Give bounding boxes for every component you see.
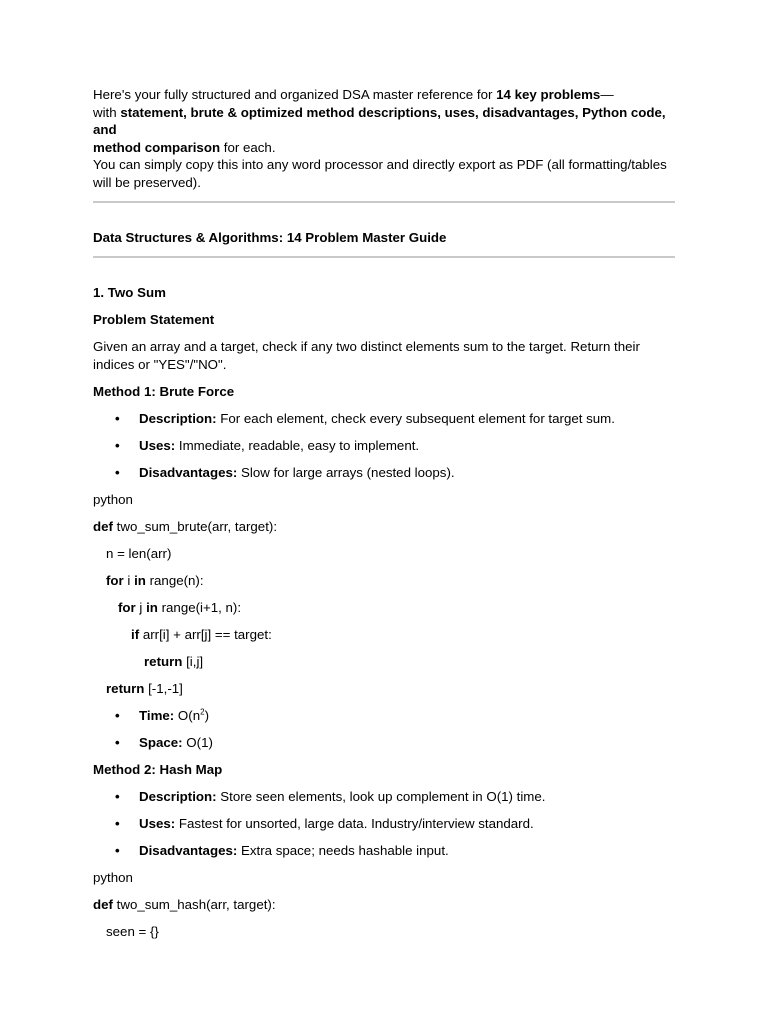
horizontal-rule	[93, 201, 675, 203]
code-line	[93, 923, 675, 940]
code-text: j	[135, 600, 147, 615]
statement-heading: Problem Statement	[93, 312, 215, 327]
intro-bold-text: statement, brute & optimized method descriptions, uses, disadvantages, Python code, and	[93, 104, 666, 137]
bullet-icon: •	[115, 735, 120, 750]
list-item	[93, 842, 675, 859]
code-keyword: return	[106, 681, 145, 696]
code-keyword: in	[146, 600, 158, 615]
code-text: seen = {}	[106, 924, 159, 939]
intro-line	[93, 104, 675, 139]
complexity-item	[93, 734, 675, 751]
code-text: arr[i] + arr[j] == target:	[139, 627, 272, 642]
intro-dash: —	[600, 87, 614, 102]
bullet-label: Disadvantages:	[139, 465, 238, 480]
intro-line	[93, 86, 675, 104]
complexity-text: O(1)	[182, 735, 213, 750]
bullet-text: Store seen elements, look up complement in O(1) time.	[216, 789, 546, 804]
bullet-text: Fastest for unsorted, large data. Industry/interview standard.	[175, 816, 534, 831]
complexity-text: O(n	[174, 708, 201, 723]
bullet-icon: •	[115, 438, 120, 453]
method1-heading: Method 1: Brute Force	[93, 384, 235, 399]
problem-heading: 1. Two Sum	[93, 285, 166, 300]
code-line	[93, 545, 675, 562]
complexity-exponent: 2	[200, 707, 205, 717]
intro-line: You can simply copy this into any word processor and directly export as PDF (all formatting/tables will be preserved).	[93, 157, 667, 190]
code-keyword: for	[106, 573, 124, 588]
intro-text: Here's your fully structured and organized DSA master reference for	[93, 87, 497, 102]
bullet-icon: •	[115, 789, 120, 804]
code-keyword: in	[134, 573, 146, 588]
bullet-icon: •	[115, 843, 120, 858]
code-line	[93, 518, 675, 535]
code-keyword: if	[131, 627, 140, 642]
bullet-text: Immediate, readable, easy to implement.	[175, 438, 420, 453]
code-text: range(i+1, n):	[157, 600, 242, 615]
bullet-text: Slow for large arrays (nested loops).	[237, 465, 455, 480]
intro-paragraph	[93, 86, 675, 191]
complexity-label: Time:	[139, 708, 175, 723]
code-text: i	[123, 573, 135, 588]
intro-line	[93, 139, 675, 157]
method2-heading: Method 2: Hash Map	[93, 762, 223, 777]
problem-statement: Given an array and a target, check if any two distinct elements sum to the target. Return their indices or "YES"/"NO".	[93, 339, 640, 372]
document-body	[93, 86, 675, 940]
intro-bold-text: 14 key problems	[496, 87, 601, 102]
code-language-label: python	[93, 492, 133, 507]
code-text: range(n):	[145, 573, 204, 588]
list-item	[93, 788, 675, 805]
code-keyword: def	[93, 519, 113, 534]
code-text: two_sum_brute(arr, target):	[112, 519, 278, 534]
bullet-text: For each element, check every subsequent element for target sum.	[216, 411, 615, 426]
list-item	[93, 437, 675, 454]
bullet-icon: •	[115, 411, 120, 426]
guide-title: Data Structures & Algorithms: 14 Problem Master Guide	[93, 230, 447, 245]
code-line	[93, 626, 675, 643]
code-text: two_sum_hash(arr, target):	[112, 897, 276, 912]
bullet-label: Description:	[139, 789, 217, 804]
code-line	[93, 896, 675, 913]
bullet-icon: •	[115, 816, 120, 831]
bullet-icon: •	[115, 465, 120, 480]
horizontal-rule	[93, 256, 675, 258]
intro-text: for each.	[220, 139, 276, 155]
code-line	[93, 653, 675, 670]
intro-text: with	[93, 104, 121, 120]
list-item	[93, 464, 675, 481]
bullet-label: Description:	[139, 411, 217, 426]
list-item	[93, 815, 675, 832]
intro-bold-text: method comparison	[93, 139, 221, 155]
code-language-label: python	[93, 870, 133, 885]
code-line	[93, 680, 675, 697]
code-text: [i,j]	[182, 654, 204, 669]
complexity-label: Space:	[139, 735, 183, 750]
bullet-icon: •	[115, 708, 120, 723]
bullet-text: Extra space; needs hashable input.	[237, 843, 449, 858]
bullet-label: Uses:	[139, 438, 176, 453]
bullet-label: Disadvantages:	[139, 843, 238, 858]
complexity-item	[93, 707, 675, 724]
code-keyword: def	[93, 897, 113, 912]
code-text: [-1,-1]	[144, 681, 183, 696]
complexity-text: )	[204, 708, 209, 723]
code-keyword: return	[144, 654, 183, 669]
list-item	[93, 410, 675, 427]
bullet-label: Uses:	[139, 816, 176, 831]
code-line	[93, 599, 675, 616]
code-line	[93, 572, 675, 589]
code-keyword: for	[118, 600, 136, 615]
code-text: n = len(arr)	[106, 546, 172, 561]
